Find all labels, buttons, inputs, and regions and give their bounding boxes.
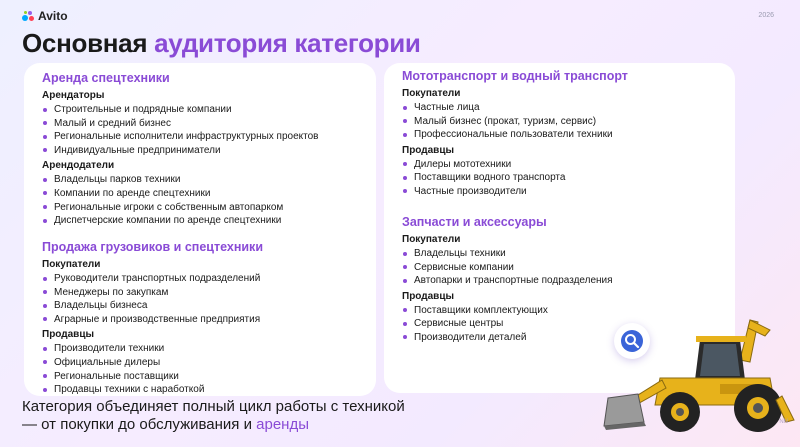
bullet-list	[402, 158, 723, 199]
summary-text	[22, 398, 405, 433]
list-item: Малый и средний бизнес	[42, 117, 364, 131]
group-title: Арендодатели	[42, 160, 115, 172]
list-item: Строительные и подрядные компании	[42, 103, 364, 117]
list-item: Сервисные компании	[402, 261, 723, 275]
list-item: Дилеры мототехники	[402, 158, 723, 172]
list-item: Менеджеры по закупкам	[42, 286, 364, 300]
list-item: Региональные исполнители инфраструктурных проектов	[42, 130, 364, 144]
avito-logo	[22, 9, 68, 23]
summary-line-2-prefix: — от покупки до обслуживания и	[22, 415, 252, 433]
group-title: Покупатели	[402, 88, 461, 99]
list-item: Владельцы техники	[402, 247, 723, 261]
list-item: Владельцы парков техники	[42, 173, 364, 187]
group-title: Продавцы	[42, 329, 95, 341]
list-item: Диспетчерские компании по аренде спецтехники	[42, 214, 364, 228]
avito-logo-icon	[22, 11, 35, 21]
list-item: Региональные игроки с собственным автопарком	[42, 201, 364, 215]
bullet-list	[42, 103, 364, 157]
summary-line-1: Категория объединяет полный цикл работы с техникой	[22, 398, 405, 415]
bullet-list	[42, 342, 364, 396]
list-item: Производители деталей	[402, 331, 723, 345]
section-equipment-rental	[42, 71, 364, 231]
section-truck-sales	[42, 240, 364, 400]
title-accent: аудитория категории	[154, 28, 421, 58]
group-title: Покупатели	[42, 259, 101, 270]
group-title: Покупатели	[402, 234, 461, 245]
list-item: Руководители транспортных подразделений	[42, 272, 364, 286]
list-item: Аграрные и производственные предприятия	[42, 313, 364, 327]
page-title	[22, 28, 421, 59]
logo-text: Avito	[38, 9, 68, 23]
title-main: Основная	[22, 28, 148, 58]
list-item: Региональные поставщики	[42, 370, 364, 384]
year-label: 2026	[758, 12, 774, 19]
list-item: Производители техники	[42, 342, 364, 356]
section-title: Аренда спецтехники	[42, 71, 170, 85]
section-title: Запчасти и аксессуары	[402, 215, 547, 229]
page-number: NN	[779, 419, 788, 425]
list-item: Официальные дилеры	[42, 356, 364, 370]
bullet-list	[402, 101, 723, 142]
excavator-icon	[600, 300, 800, 440]
list-item: Частные производители	[402, 185, 723, 199]
list-item: Частные лица	[402, 101, 723, 115]
section-title: Продажа грузовиков и спецтехники	[42, 240, 264, 254]
bullet-list	[42, 272, 364, 326]
section-moto-water	[402, 69, 723, 202]
list-item: Автопарки и транспортные подразделения	[402, 274, 723, 288]
list-item: Компании по аренде спецтехники	[42, 187, 364, 201]
list-item: Индивидуальные предприниматели	[42, 144, 364, 158]
list-item: Поставщики комплектующих	[402, 304, 723, 318]
summary-line-2	[22, 416, 405, 434]
section-title: Мототранспорт и водный транспорт	[402, 69, 628, 83]
summary-line-2-accent: аренды	[256, 415, 310, 433]
bullet-list	[42, 173, 364, 227]
list-item: Владельцы бизнеса	[42, 299, 364, 313]
search-badge	[614, 323, 650, 359]
search-icon	[620, 329, 644, 353]
list-item: Сервисные центры	[402, 317, 723, 331]
group-title: Продавцы	[402, 144, 455, 156]
bullet-list	[402, 247, 723, 288]
list-item: Профессиональные пользователи техники	[402, 128, 723, 142]
group-title: Продавцы	[402, 290, 455, 302]
list-item: Поставщики водного транспорта	[402, 171, 723, 185]
left-card	[24, 63, 376, 396]
list-item: Продавцы техники с наработкой	[42, 383, 364, 397]
group-title: Арендаторы	[42, 90, 105, 101]
list-item: Малый бизнес (прокат, туризм, сервис)	[402, 115, 723, 129]
